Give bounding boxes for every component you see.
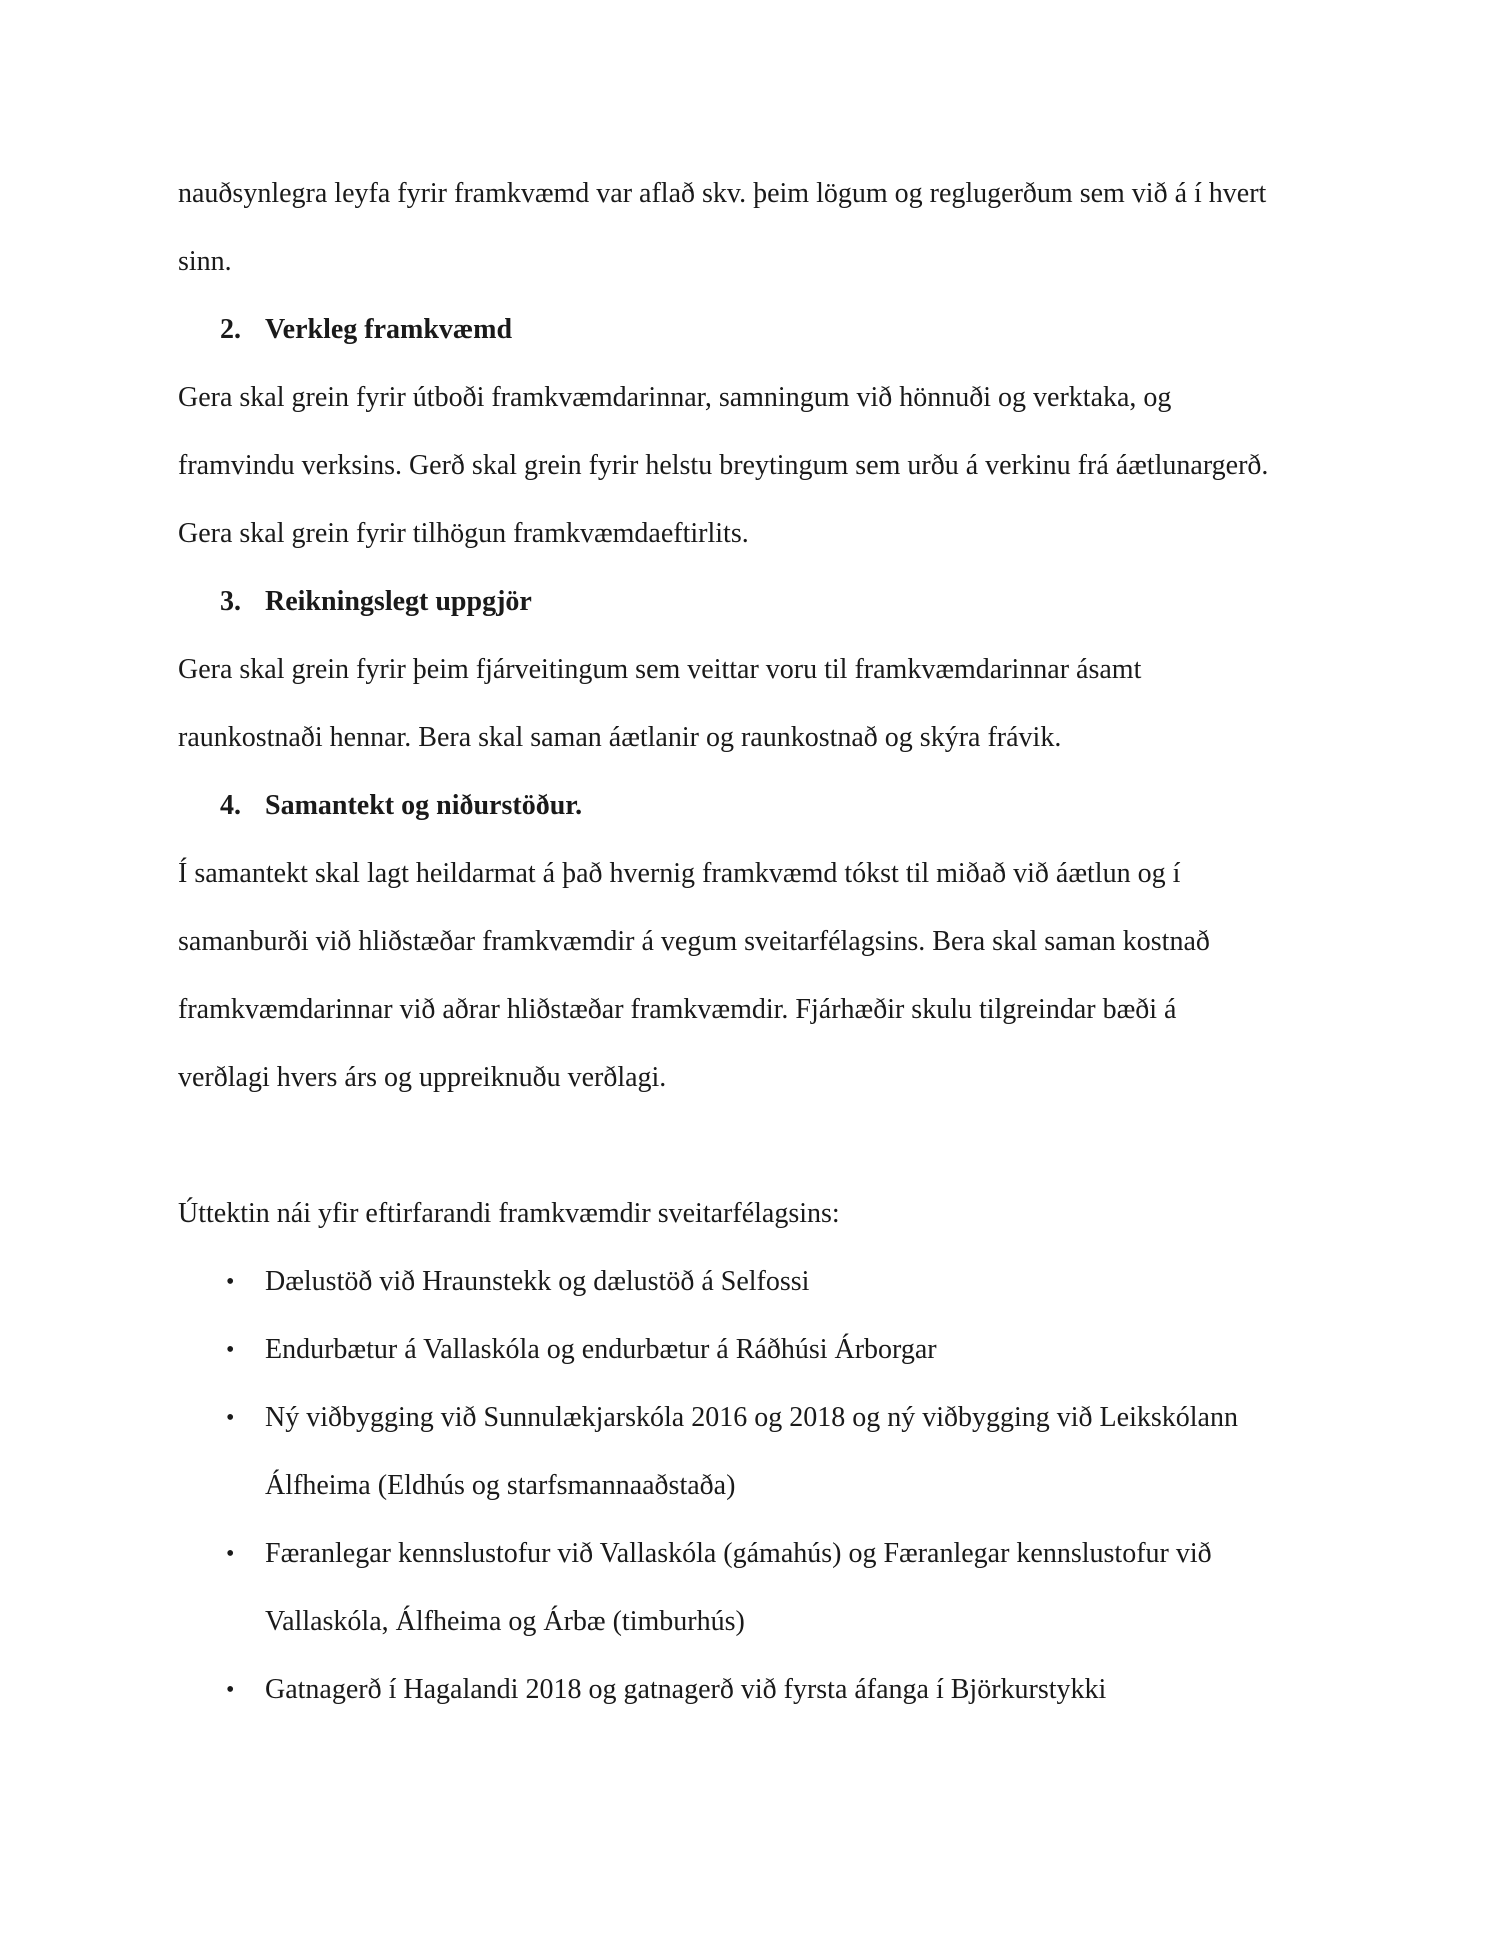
intro-paragraph <box>178 160 1348 296</box>
scope-section <box>178 1180 1348 1724</box>
list-item-line: Álfheima (Eldhús og starfsmannaaðstaða) <box>265 1470 736 1501</box>
bullet-icon: • <box>226 1337 235 1363</box>
section-title: Reikningslegt uppgjör <box>265 586 532 617</box>
section-verkleg-framkvaemd <box>178 296 1348 568</box>
section-heading <box>178 772 1348 840</box>
section-title: Verkleg framkvæmd <box>265 314 513 345</box>
list-item-line: Endurbætur á Vallaskóla og endurbætur á Ráðhúsi Árborgar <box>265 1334 937 1365</box>
list-item <box>178 1248 1348 1316</box>
blank-line <box>178 1112 1348 1180</box>
list-item <box>178 1316 1348 1384</box>
section-title: Samantekt og niðurstöður. <box>265 790 583 821</box>
section-number: 3. <box>220 586 241 617</box>
paragraph-line: nauðsynlegra leyfa fyrir framkvæmd var aflað skv. þeim lögum og reglugerðum sem við á í hvert <box>178 178 1267 209</box>
bullet-icon: • <box>226 1405 235 1431</box>
section-heading <box>178 296 1348 364</box>
paragraph-line: Gera skal grein fyrir útboði framkvæmdarinnar, samningum við hönnuði og verktaka, og <box>178 382 1172 413</box>
list-item-line: Dælustöð við Hraunstekk og dælustöð á Selfossi <box>265 1266 810 1297</box>
paragraph-line: verðlagi hvers árs og uppreiknuðu verðlagi. <box>178 1062 667 1093</box>
paragraph-line: Gera skal grein fyrir þeim fjárveitingum sem veittar voru til framkvæmdarinnar ásamt <box>178 654 1142 685</box>
section-heading <box>178 568 1348 636</box>
list-item-line: Gatnagerð í Hagalandi 2018 og gatnagerð við fyrsta áfanga í Björkurstykki <box>265 1674 1107 1705</box>
list-item <box>178 1520 1348 1656</box>
section-number: 2. <box>220 314 241 345</box>
paragraph-line: samanburði við hliðstæðar framkvæmdir á vegum sveitarfélagsins. Bera skal saman kostnað <box>178 926 1210 957</box>
list-item-line: Færanlegar kennslustofur við Vallaskóla (gámahús) og Færanlegar kennslustofur við <box>265 1538 1212 1569</box>
page-content <box>178 160 1348 1724</box>
section-reikningslegt-uppgjor <box>178 568 1348 772</box>
list-item-line: Vallaskóla, Álfheima og Árbæ (timburhús) <box>265 1606 745 1637</box>
bullet-icon: • <box>226 1269 235 1295</box>
paragraph-line: Í samantekt skal lagt heildarmat á það hvernig framkvæmd tókst til miðað við áætlun og í <box>178 858 1181 889</box>
list-item <box>178 1656 1348 1724</box>
list-item <box>178 1384 1348 1520</box>
list-item-line: Ný viðbygging við Sunnulækjarskóla 2016 og 2018 og ný viðbygging við Leikskólann <box>265 1402 1238 1433</box>
paragraph-line: framvindu verksins. Gerð skal grein fyrir helstu breytingum sem urðu á verkinu frá áætlunargerð. <box>178 450 1269 481</box>
project-list <box>178 1248 1348 1724</box>
section-samantekt <box>178 772 1348 1112</box>
paragraph-line: Gera skal grein fyrir tilhögun framkvæmdaeftirlits. <box>178 518 749 549</box>
paragraph-line: framkvæmdarinnar við aðrar hliðstæðar framkvæmdir. Fjárhæðir skulu tilgreindar bæði á <box>178 994 1177 1025</box>
paragraph-line: sinn. <box>178 246 232 277</box>
scope-intro: Úttektin nái yfir eftirfarandi framkvæmdir sveitarfélagsins: <box>178 1198 840 1229</box>
paragraph-line: raunkostnaði hennar. Bera skal saman áætlanir og raunkostnað og skýra frávik. <box>178 722 1062 753</box>
bullet-icon: • <box>226 1541 235 1567</box>
section-number: 4. <box>220 790 241 821</box>
bullet-icon: • <box>226 1677 235 1703</box>
